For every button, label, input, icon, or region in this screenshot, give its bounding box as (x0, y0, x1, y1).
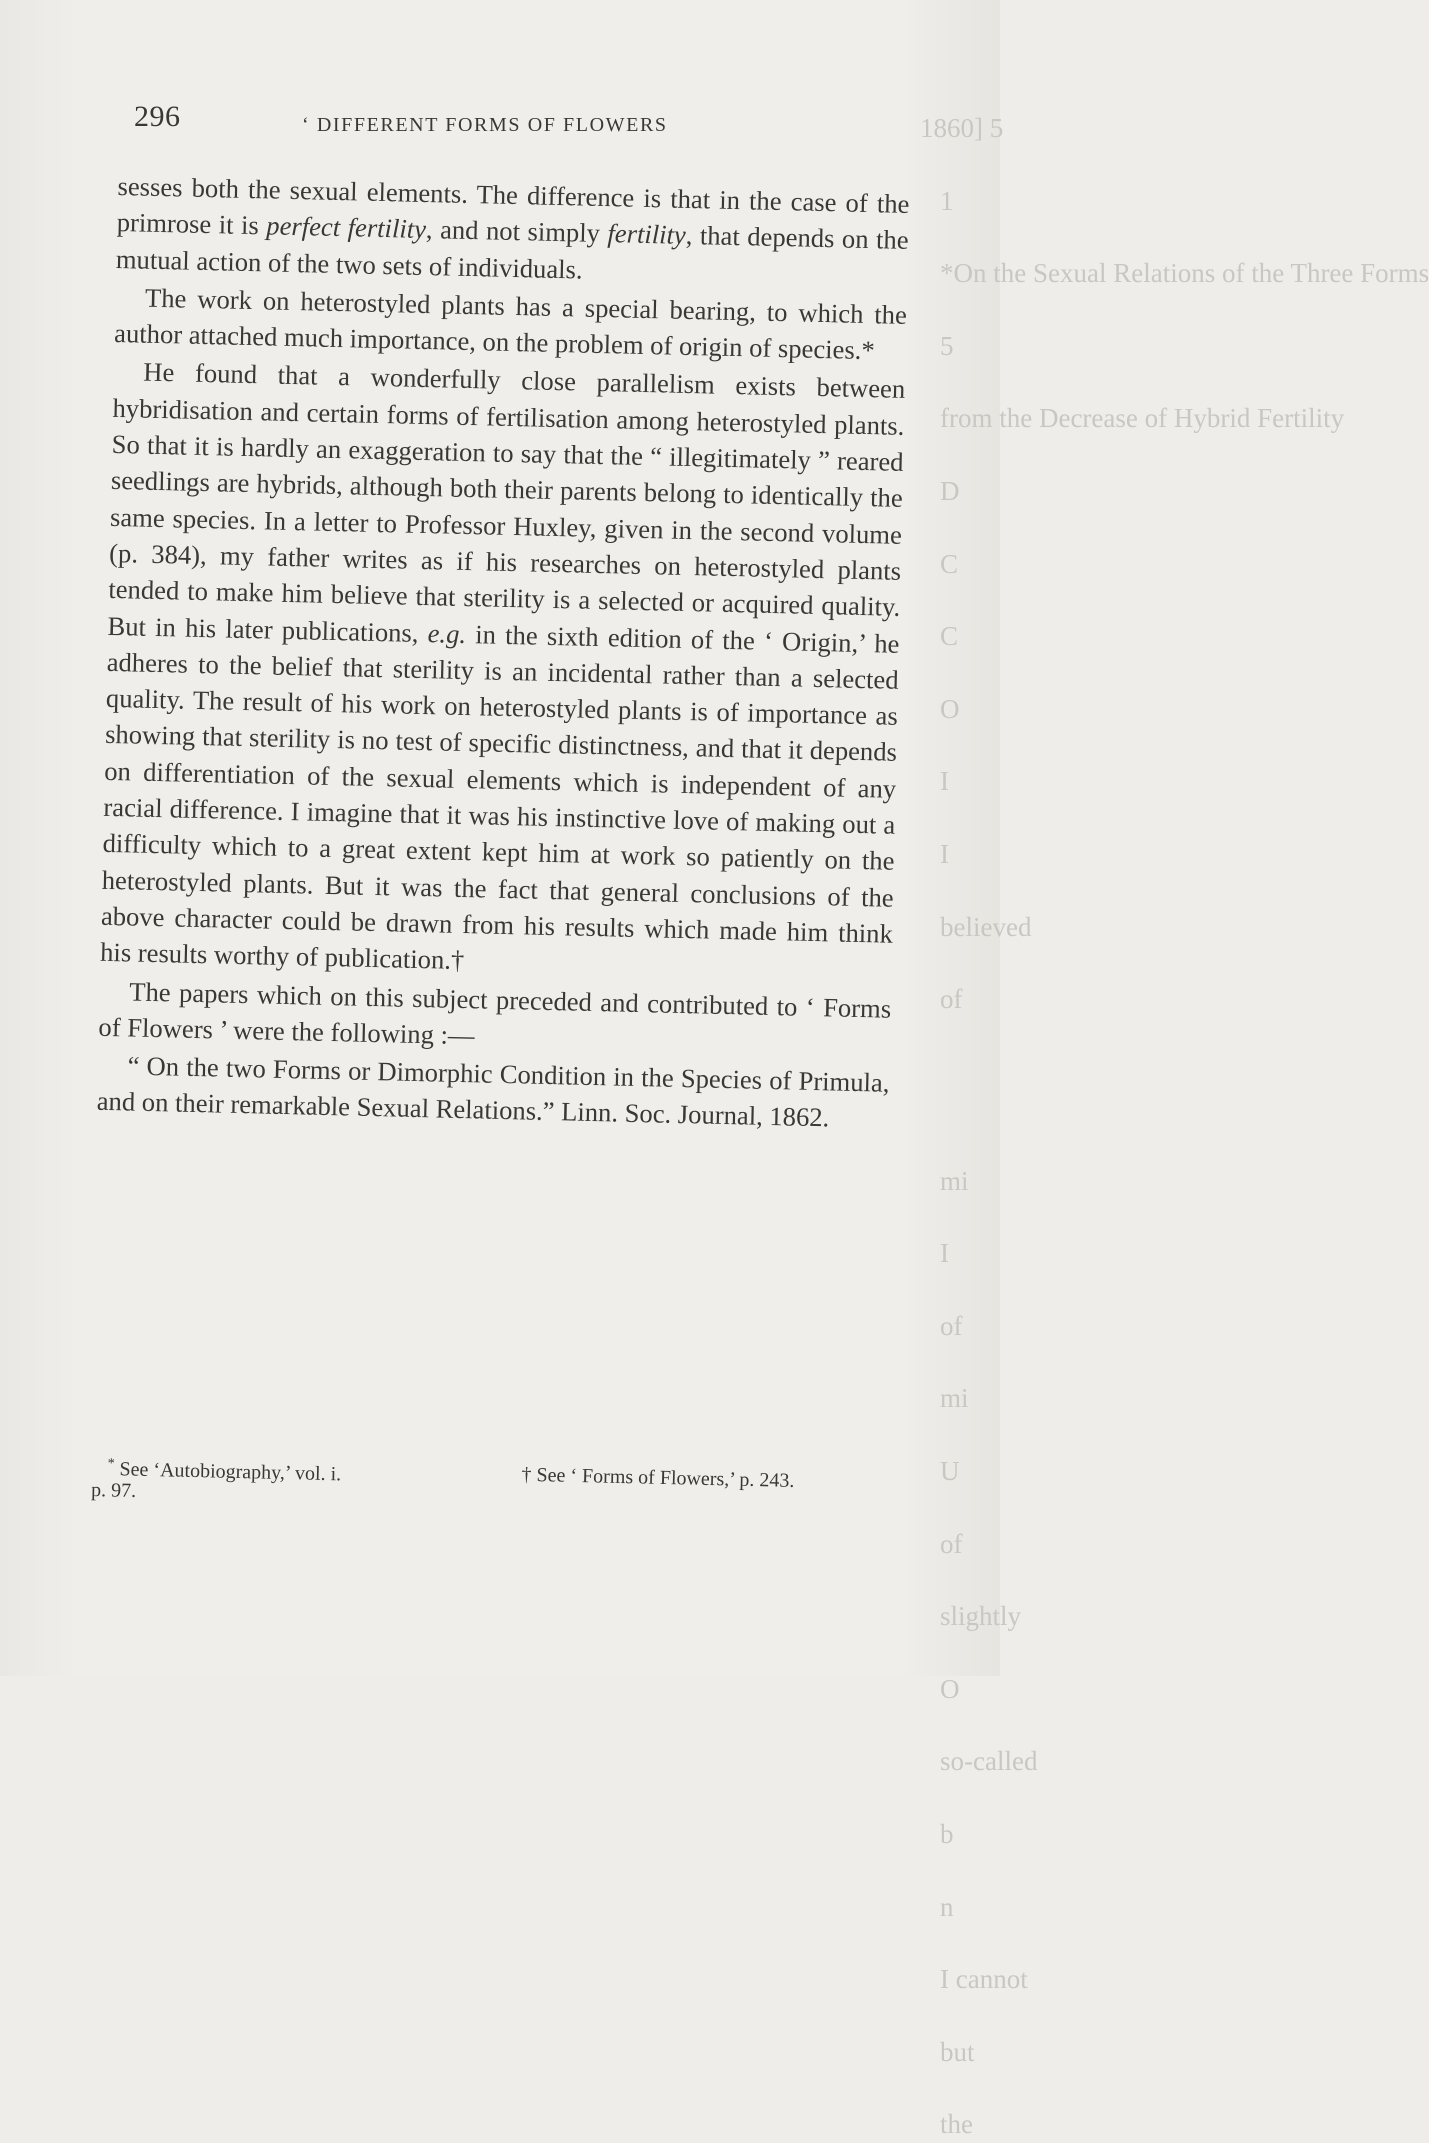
footnote-2 (521, 1462, 794, 1495)
footnote-1-marker: * (107, 1456, 115, 1472)
footnote-1-continued: p. 97. (90, 1478, 137, 1503)
paragraph-5-citation: “ On the two Forms or Dimorphic Condition in the Species of Primula, and on their remarkable Sexual Relations.” Linn. Soc. Journal, 1862. (96, 1050, 890, 1133)
paragraph-1-text-c: , that depends on the mutual action of the two sets of individuals. (115, 220, 909, 285)
footnote-2-marker: † (521, 1463, 532, 1486)
paragraph-1-emphasis-b: fertility (607, 218, 687, 251)
body-text (96, 168, 909, 1137)
paragraph-3-text-b: in the sixth edition of the ‘ Origin,’ he adheres to the belief that sterility is an incidental rather than a selected quality. The result of his work on heterostyled plants is of importance as showing that sterility is no test of specific distinctness, and that it depends on differentiation of the sexual elements which is independent of any racial difference. I imagine that it was his instinctive love of making out a difficulty which to a great extent kept him at work so patiently on the heterostyled plants. But it was the fact that general conclusions of the above character could be drawn from his results which made him think his results worthy of publication.† (99, 618, 900, 976)
page-header (134, 100, 774, 140)
running-head: ‘ DIFFERENT FORMS OF FLOWERS (302, 114, 668, 136)
paragraph-1-text-a: sesses both the sexual elements. The difference is that in the case of the primrose it is (116, 170, 910, 241)
paragraph-4: The papers which on this subject preceded and contributed to ‘ Forms of Flowers ’ were the following :— (98, 976, 892, 1051)
footnote-1-text: See ‘Autobiography,’ vol. i. (119, 1458, 342, 1486)
paragraph-1 (116, 168, 910, 295)
bleed-through-text: 1860] 5 1 *On the Sexual Relations of the Three Forms 5 from the Decrease of Hybrid Fertility D C C O I I believed of mi I of mi U of slightly O so-called b n I cannot but the (920, 113, 1429, 2140)
paragraph-1-text-b: , and not simply (425, 214, 608, 249)
paragraph-1-emphasis-a: perfect fertility (266, 210, 427, 245)
page-number: 296 (134, 100, 181, 133)
paragraph-2: The work on heterostyled plants has a special bearing, to which the author attached much importance, on the problem of origin of species.* (113, 282, 908, 366)
footnotes (91, 1450, 892, 1528)
paragraph-3-text-a: He found that a wonderfully close parallelism exists between hybridisation and certain forms of fertilisation among heterostyled plants. So that it is hardly an exaggeration to say that the “ illegitimately ” reared seedlings are hybrids, although both their parents belong to identically the same species. In a letter to Professor Huxley, given in the second volume (p. 384), my father writes as if his researches on heterostyled plants tended to make him believe that sterility is a selected or acquired quality. But in his later publications, (107, 357, 906, 648)
footnote-1 (107, 1450, 448, 1490)
paragraph-3-emphasis: e.g. (427, 617, 467, 649)
footnote-2-text: See ‘ Forms of Flowers,’ p. 243. (536, 1464, 795, 1492)
paragraph-3 (100, 353, 906, 988)
